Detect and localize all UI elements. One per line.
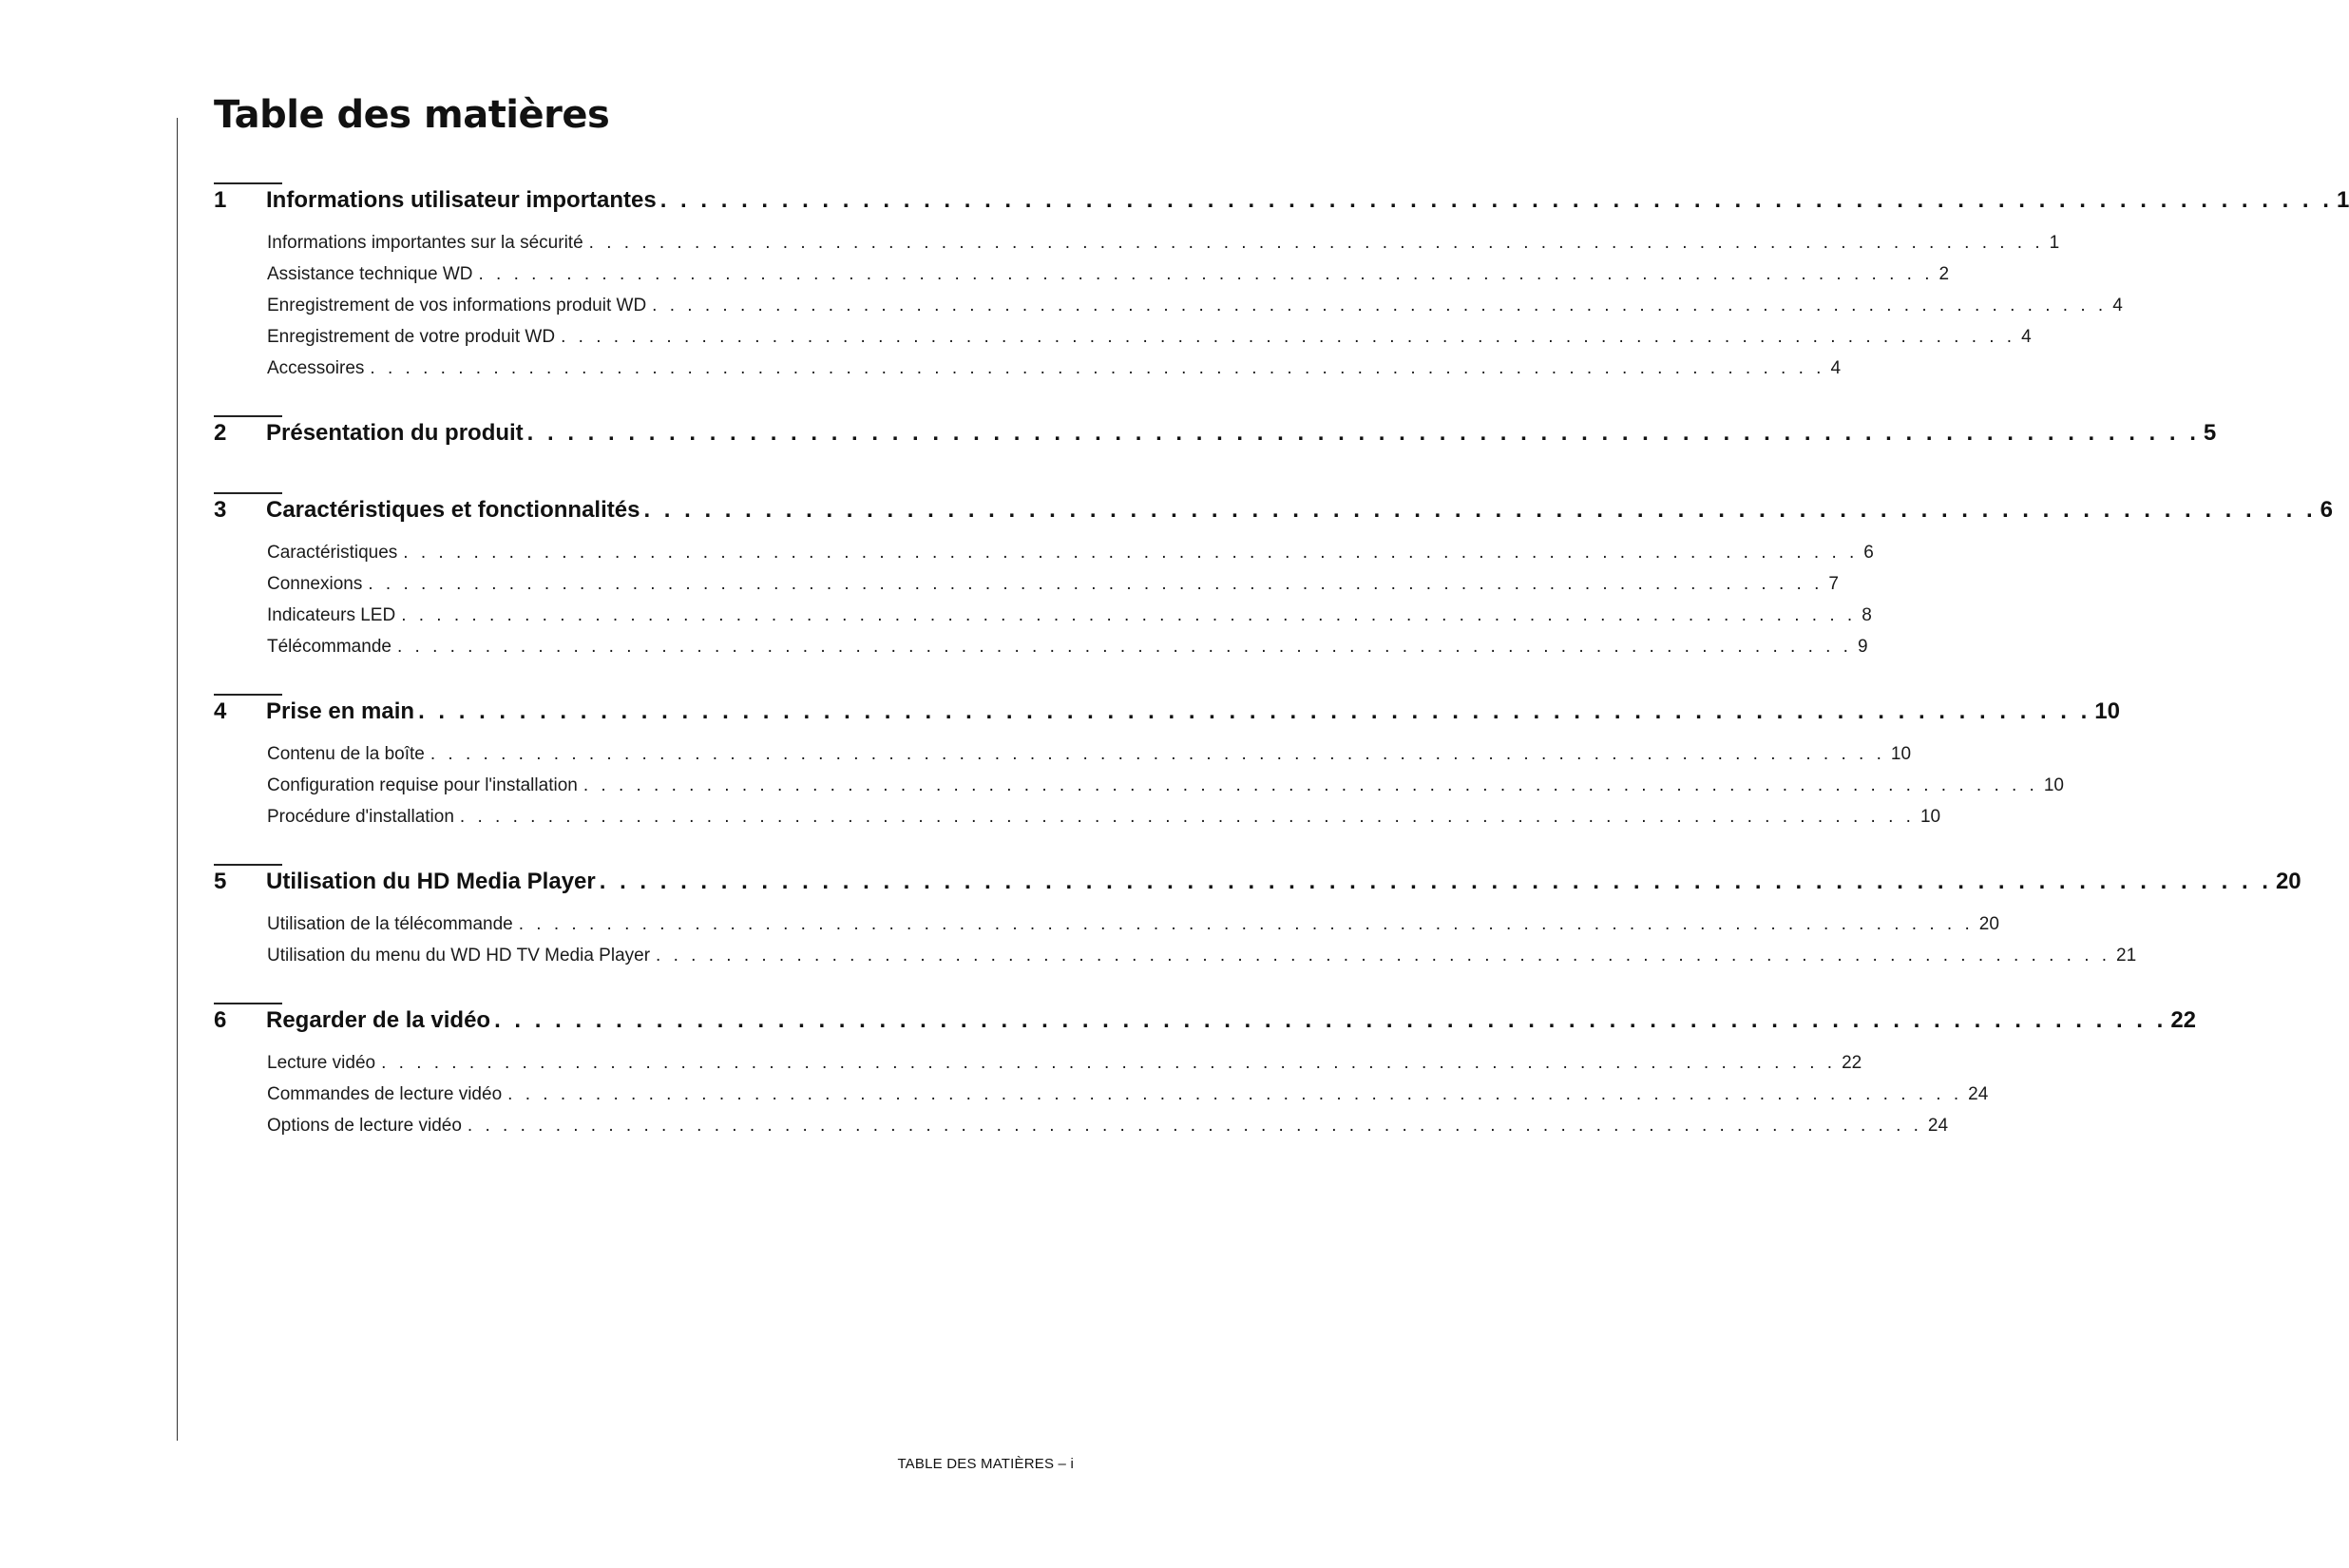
section-title[interactable]: Indicateurs LED xyxy=(267,605,396,625)
chapter-rule xyxy=(214,864,282,866)
leader-dots: . . . . . . . . . . . . . . . . . . . . . . . . . . . . . . . . . . . . . . . . . . . . . . . . . . . . . . . . . . . . . . . . . . . . . . . . . . . . . . . . . . . xyxy=(599,869,2272,894)
leader-dots: . . . . . . . . . . . . . . . . . . . . . . . . . . . . . . . . . . . . . . . . . . . . . . . . . . . . . . . . . . . . . . . . . . . . . . . . . . . . . . . . . . . xyxy=(656,946,2111,966)
section-entry[interactable] xyxy=(267,914,1999,946)
leader-dots: . . . . . . . . . . . . . . . . . . . . . . . . . . . . . . . . . . . . . . . . . . . . . . . . . . . . . . . . . . . . . . . . . . . . . . . . . . . . . . . . . . . xyxy=(507,1084,1963,1104)
chapter-number: 1 xyxy=(214,187,227,213)
spacer xyxy=(214,1147,857,1173)
leader-dots: . . . . . . . . . . . . . . . . . . . . . . . . . . . . . . . . . . . . . . . . . . . . . . . . . . . . . . . . . . . . . . . . . . . . . . . . . . . . . . . . . . . xyxy=(582,775,2038,795)
section-title[interactable]: Utilisation du menu du WD HD TV Media Player xyxy=(267,946,651,966)
section-page-number[interactable]: 22 xyxy=(1842,1053,1862,1073)
leader-dots: . . . . . . . . . . . . . . . . . . . . . . . . . . . . . . . . . . . . . . . . . . . . . . . . . . . . . . . . . . . . . . . . . . . . . . . . . . . . . . . . . . . xyxy=(494,1007,2168,1033)
table-of-contents xyxy=(214,182,2349,1173)
chapter-number: 4 xyxy=(214,698,227,724)
section-title[interactable]: Commandes de lecture vidéo xyxy=(267,1084,503,1104)
chapter-title[interactable]: Utilisation du HD Media Player xyxy=(266,869,596,894)
section-list xyxy=(267,736,2064,838)
leader-dots: . . . . . . . . . . . . . . . . . . . . . . . . . . . . . . . . . . . . . . . . . . . . . . . . . . . . . . . . . . . . . . . . . . . . . . . . . . . . . . . . . . . xyxy=(518,914,1974,934)
chapter-entry[interactable] xyxy=(214,420,2217,458)
section-title[interactable]: Configuration requise pour l'installation xyxy=(267,775,578,795)
section-entry[interactable] xyxy=(267,1053,1862,1084)
section-entry[interactable] xyxy=(267,233,2060,264)
section-title[interactable]: Télécommande xyxy=(267,637,392,657)
spacer xyxy=(214,838,857,864)
leader-dots: . . . . . . . . . . . . . . . . . . . . . . . . . . . . . . . . . . . . . . . . . . . . . . . . . . . . . . . . . . . . . . . . . . . . . . . . . . . . . . . . . . . xyxy=(459,807,1915,827)
section-entry[interactable] xyxy=(267,327,2032,358)
leader-dots: . . . . . . . . . . . . . . . . . . . . . . . . . . . . . . . . . . . . . . . . . . . . . . . . . . . . . . . . . . . . . . . . . . . . . . . . . . . . . . . . . . . xyxy=(418,698,2091,724)
chapter-entry[interactable] xyxy=(214,187,2349,225)
section-page-number[interactable]: 24 xyxy=(1927,1116,1949,1136)
chapter-number: 3 xyxy=(214,497,227,523)
section-title[interactable]: Assistance technique WD xyxy=(267,264,473,284)
section-page-number[interactable]: 10 xyxy=(1919,807,1941,827)
section-page-number[interactable]: 4 xyxy=(1830,358,1842,378)
chapter-page-number[interactable]: 10 xyxy=(2094,698,2120,724)
leader-dots: . . . . . . . . . . . . . . . . . . . . . . . . . . . . . . . . . . . . . . . . . . . . . . . . . . . . . . . . . . . . . . . . . . . . . . . . . . . . . . . . . . . xyxy=(588,233,2044,253)
section-list xyxy=(267,535,1874,668)
section-page-number[interactable]: 24 xyxy=(1968,1084,1989,1104)
chapter-entry[interactable] xyxy=(214,698,2120,736)
section-title[interactable]: Enregistrement de vos informations produit WD xyxy=(267,296,647,316)
section-entry[interactable] xyxy=(267,574,1839,605)
section-page-number[interactable]: 4 xyxy=(2112,296,2123,316)
leader-dots: . . . . . . . . . . . . . . . . . . . . . . . . . . . . . . . . . . . . . . . . . . . . . . . . . . . . . . . . . . . . . . . . . . . . . . . . . . . . . . . . . . . xyxy=(561,327,2016,347)
leader-dots: . . . . . . . . . . . . . . . . . . . . . . . . . . . . . . . . . . . . . . . . . . . . . . . . . . . . . . . . . . . . . . . . . . . . . . . . . . . . . . . . . . . xyxy=(643,497,2317,523)
chapter-page-number[interactable]: 20 xyxy=(2275,869,2301,894)
section-page-number[interactable]: 6 xyxy=(1863,543,1874,563)
section-page-number[interactable]: 10 xyxy=(1890,744,1912,764)
section-entry[interactable] xyxy=(267,543,1874,574)
leader-dots: . . . . . . . . . . . . . . . . . . . . . . . . . . . . . . . . . . . . . . . . . . . . . . . . . . . . . . . . . . . . . . . . . . . . . . . . . . . . . . . . . . . xyxy=(396,637,1852,657)
section-entry[interactable] xyxy=(267,605,1872,637)
section-list xyxy=(267,907,2137,977)
chapter-title[interactable]: Prise en main xyxy=(266,698,415,724)
chapter-title[interactable]: Présentation du produit xyxy=(266,420,524,446)
chapter-rule xyxy=(214,1003,282,1004)
chapter-page-number[interactable]: 5 xyxy=(2203,420,2217,446)
leader-dots: . . . . . . . . . . . . . . . . . . . . . . . . . . . . . . . . . . . . . . . . . . . . . . . . . . . . . . . . . . . . . . . . . . . . . . . . . . . . . . . . . . . xyxy=(403,543,1859,563)
section-title[interactable]: Contenu de la boîte xyxy=(267,744,425,764)
section-entry[interactable] xyxy=(267,1116,1949,1147)
page-footer: TABLE DES MATIÈRES – i xyxy=(897,1456,1074,1472)
chapter-rule xyxy=(214,694,282,696)
section-page-number[interactable]: 4 xyxy=(2021,327,2032,347)
chapter-entry[interactable] xyxy=(214,497,2334,535)
section-page-number[interactable]: 7 xyxy=(1828,574,1839,594)
chapter-1 xyxy=(214,182,2349,415)
section-entry[interactable] xyxy=(267,296,2123,327)
leader-dots: . . . . . . . . . . . . . . . . . . . . . . . . . . . . . . . . . . . . . . . . . . . . . . . . . . . . . . . . . . . . . . . . . . . . . . . . . . . . . . . . . . . xyxy=(526,420,2200,446)
section-title[interactable]: Accessoires xyxy=(267,358,365,378)
section-list xyxy=(267,1045,1989,1147)
section-title[interactable]: Connexions xyxy=(267,574,363,594)
chapter-title[interactable]: Informations utilisateur importantes xyxy=(266,187,657,213)
chapter-page-number[interactable]: 6 xyxy=(2320,497,2334,523)
chapter-3 xyxy=(214,492,2334,694)
section-title[interactable]: Enregistrement de votre produit WD xyxy=(267,327,556,347)
section-title[interactable]: Procédure d'installation xyxy=(267,807,454,827)
section-title[interactable]: Options de lecture vidéo xyxy=(267,1116,462,1136)
section-page-number[interactable]: 2 xyxy=(1938,264,1950,284)
section-title[interactable]: Utilisation de la télécommande xyxy=(267,914,513,934)
leader-dots: . . . . . . . . . . . . . . . . . . . . . . . . . . . . . . . . . . . . . . . . . . . . . . . . . . . . . . . . . . . . . . . . . . . . . . . . . . . . . . . . . . . xyxy=(652,296,2108,316)
chapter-4 xyxy=(214,694,2120,864)
section-title[interactable]: Lecture vidéo xyxy=(267,1053,376,1073)
chapter-6 xyxy=(214,1003,2197,1173)
leader-dots: . . . . . . . . . . . . . . . . . . . . . . . . . . . . . . . . . . . . . . . . . . . . . . . . . . . . . . . . . . . . . . . . . . . . . . . . . . . . . . . . . . . xyxy=(478,264,1934,284)
section-entry[interactable] xyxy=(267,775,2064,807)
chapter-rule xyxy=(214,182,282,184)
chapter-rule xyxy=(214,415,282,417)
leader-dots: . . . . . . . . . . . . . . . . . . . . . . . . . . . . . . . . . . . . . . . . . . . . . . . . . . . . . . . . . . . . . . . . . . . . . . . . . . . . . . . . . . . xyxy=(430,744,1885,764)
chapter-number: 6 xyxy=(214,1007,227,1033)
leader-dots: . . . . . . . . . . . . . . . . . . . . . . . . . . . . . . . . . . . . . . . . . . . . . . . . . . . . . . . . . . . . . . . . . . . . . . . . . . . . . . . . . . . xyxy=(659,187,2333,213)
spacer xyxy=(214,458,857,492)
section-entry[interactable] xyxy=(267,807,1941,838)
chapter-title[interactable]: Caractéristiques et fonctionnalités xyxy=(266,497,640,523)
margin-rule xyxy=(177,118,178,1441)
leader-dots: . . . . . . . . . . . . . . . . . . . . . . . . . . . . . . . . . . . . . . . . . . . . . . . . . . . . . . . . . . . . . . . . . . . . . . . . . . . . . . . . . . . xyxy=(381,1053,1837,1073)
spacer xyxy=(214,390,857,415)
leader-dots: . . . . . . . . . . . . . . . . . . . . . . . . . . . . . . . . . . . . . . . . . . . . . . . . . . . . . . . . . . . . . . . . . . . . . . . . . . . . . . . . . . . xyxy=(370,358,1825,378)
section-list xyxy=(267,225,2123,390)
chapter-number: 5 xyxy=(214,869,227,894)
chapter-rule xyxy=(214,492,282,494)
section-page-number[interactable]: 10 xyxy=(2043,775,2064,795)
section-entry[interactable] xyxy=(267,358,1842,390)
chapter-title[interactable]: Regarder de la vidéo xyxy=(266,1007,491,1033)
chapter-entry[interactable] xyxy=(214,869,2301,907)
section-page-number[interactable]: 1 xyxy=(2049,233,2060,253)
spacer xyxy=(214,668,857,694)
spacer xyxy=(214,977,857,1003)
section-title[interactable]: Caractéristiques xyxy=(267,543,398,563)
section-entry[interactable] xyxy=(267,946,2137,977)
chapter-5 xyxy=(214,864,2301,1003)
page-title: Table des matières xyxy=(214,93,610,137)
chapter-entry[interactable] xyxy=(214,1007,2197,1045)
chapter-2 xyxy=(214,415,2217,492)
section-entry[interactable] xyxy=(267,637,1868,668)
section-page-number[interactable]: 8 xyxy=(1862,605,1872,625)
section-page-number[interactable]: 20 xyxy=(1978,914,1999,934)
section-title[interactable]: Informations importantes sur la sécurité xyxy=(267,233,583,253)
chapter-page-number[interactable]: 22 xyxy=(2170,1007,2197,1033)
section-page-number[interactable]: 9 xyxy=(1857,637,1868,657)
section-page-number[interactable]: 21 xyxy=(2116,946,2137,966)
chapter-page-number[interactable]: 1 xyxy=(2336,187,2349,213)
leader-dots: . . . . . . . . . . . . . . . . . . . . . . . . . . . . . . . . . . . . . . . . . . . . . . . . . . . . . . . . . . . . . . . . . . . . . . . . . . . . . . . . . . . xyxy=(401,605,1857,625)
leader-dots: . . . . . . . . . . . . . . . . . . . . . . . . . . . . . . . . . . . . . . . . . . . . . . . . . . . . . . . . . . . . . . . . . . . . . . . . . . . . . . . . . . . xyxy=(368,574,1824,594)
section-entry[interactable] xyxy=(267,1084,1989,1116)
section-entry[interactable] xyxy=(267,264,1950,296)
section-entry[interactable] xyxy=(267,744,1912,775)
leader-dots: . . . . . . . . . . . . . . . . . . . . . . . . . . . . . . . . . . . . . . . . . . . . . . . . . . . . . . . . . . . . . . . . . . . . . . . . . . . . . . . . . . . xyxy=(467,1116,1922,1136)
chapter-number: 2 xyxy=(214,420,227,446)
